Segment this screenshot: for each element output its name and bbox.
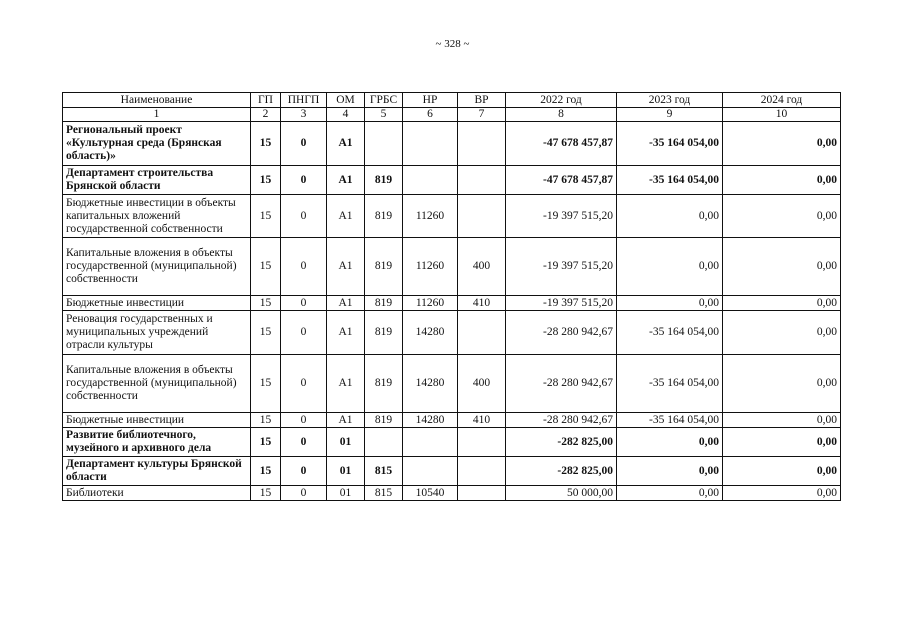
cell-vr [458,457,506,486]
cell-2024: 0,00 [723,355,841,413]
cell-nr: 14280 [403,355,458,413]
cell-vr [458,122,506,166]
cell-grbs: 819 [365,296,403,311]
cell-pngp: 0 [281,457,327,486]
cell-om: А1 [327,413,365,428]
cell-2022: -282 825,00 [506,457,617,486]
column-number: 9 [617,108,723,122]
cell-pngp: 0 [281,486,327,501]
cell-nr [403,166,458,195]
page-number: ~ 328 ~ [435,38,470,50]
cell-om: А1 [327,355,365,413]
cell-vr [458,195,506,238]
cell-2024: 0,00 [723,122,841,166]
cell-2023: -35 164 054,00 [617,311,723,355]
cell-nr: 11260 [403,296,458,311]
cell-2024: 0,00 [723,238,841,296]
row-name: Региональный проект «Культурная среда (Брянская область)» [63,122,251,166]
budget-table [62,92,841,501]
row-name: Развитие библиотечного, музейного и архивного дела [63,428,251,457]
cell-om: А1 [327,238,365,296]
cell-pngp: 0 [281,166,327,195]
header-cell: 2024 год [723,93,841,108]
column-number: 3 [281,108,327,122]
cell-2023: -35 164 054,00 [617,413,723,428]
column-number: 4 [327,108,365,122]
cell-grbs: 819 [365,238,403,296]
cell-pngp: 0 [281,355,327,413]
cell-grbs: 819 [365,166,403,195]
cell-om: А1 [327,195,365,238]
cell-2022: 50 000,00 [506,486,617,501]
header-cell: Наименование [63,93,251,108]
cell-grbs [365,428,403,457]
table-row [63,457,841,486]
table-row [63,238,841,296]
cell-gp: 15 [251,122,281,166]
cell-vr: 400 [458,238,506,296]
row-name: Бюджетные инвестиции [63,413,251,428]
row-name: Библиотеки [63,486,251,501]
row-name: Капитальные вложения в объекты государственной (муниципальной) собственности [63,238,251,296]
cell-nr [403,457,458,486]
cell-2022: -28 280 942,67 [506,413,617,428]
cell-nr: 14280 [403,311,458,355]
table-row [63,195,841,238]
cell-om: 01 [327,486,365,501]
cell-om: А1 [327,311,365,355]
cell-nr [403,428,458,457]
cell-2023: -35 164 054,00 [617,122,723,166]
table-row [63,413,841,428]
cell-om: А1 [327,166,365,195]
header-row [63,93,841,108]
cell-gp: 15 [251,457,281,486]
cell-om: 01 [327,457,365,486]
column-number-row [63,108,841,122]
header-cell: ГП [251,93,281,108]
cell-2022: -19 397 515,20 [506,238,617,296]
cell-nr: 11260 [403,195,458,238]
cell-grbs: 819 [365,311,403,355]
cell-2023: 0,00 [617,457,723,486]
cell-2022: -19 397 515,20 [506,296,617,311]
cell-2022: -28 280 942,67 [506,311,617,355]
cell-2022: -47 678 457,87 [506,122,617,166]
cell-gp: 15 [251,238,281,296]
cell-om: А1 [327,122,365,166]
cell-2022: -47 678 457,87 [506,166,617,195]
cell-2024: 0,00 [723,296,841,311]
cell-grbs: 815 [365,486,403,501]
cell-vr: 400 [458,355,506,413]
cell-gp: 15 [251,311,281,355]
header-cell: НР [403,93,458,108]
cell-nr: 11260 [403,238,458,296]
cell-gp: 15 [251,486,281,501]
table-row [63,486,841,501]
cell-2024: 0,00 [723,413,841,428]
table-row [63,122,841,166]
cell-grbs [365,122,403,166]
cell-2024: 0,00 [723,195,841,238]
cell-2023: 0,00 [617,486,723,501]
cell-pngp: 0 [281,311,327,355]
table-row [63,355,841,413]
cell-gp: 15 [251,413,281,428]
cell-2024: 0,00 [723,166,841,195]
table-row [63,296,841,311]
cell-2023: -35 164 054,00 [617,355,723,413]
table-row [63,166,841,195]
cell-2024: 0,00 [723,428,841,457]
cell-pngp: 0 [281,238,327,296]
cell-pngp: 0 [281,428,327,457]
table-row [63,311,841,355]
cell-2023: 0,00 [617,238,723,296]
cell-gp: 15 [251,166,281,195]
header-cell: ПНГП [281,93,327,108]
cell-pngp: 0 [281,296,327,311]
column-number: 5 [365,108,403,122]
cell-2023: 0,00 [617,428,723,457]
cell-pngp: 0 [281,122,327,166]
row-name: Бюджетные инвестиции в объекты капитальных вложений государственной собственности [63,195,251,238]
cell-gp: 15 [251,296,281,311]
row-name: Капитальные вложения в объекты государственной (муниципальной) собственности [63,355,251,413]
cell-2024: 0,00 [723,457,841,486]
cell-grbs: 815 [365,457,403,486]
cell-om: А1 [327,296,365,311]
cell-gp: 15 [251,195,281,238]
row-name: Департамент культуры Брянской области [63,457,251,486]
cell-2023: 0,00 [617,296,723,311]
cell-vr [458,166,506,195]
cell-vr [458,486,506,501]
cell-grbs: 819 [365,355,403,413]
cell-2023: 0,00 [617,195,723,238]
cell-pngp: 0 [281,195,327,238]
column-number: 6 [403,108,458,122]
column-number: 7 [458,108,506,122]
header-cell: ОМ [327,93,365,108]
cell-vr [458,428,506,457]
cell-grbs: 819 [365,195,403,238]
cell-2024: 0,00 [723,486,841,501]
column-number: 10 [723,108,841,122]
cell-grbs: 819 [365,413,403,428]
cell-om: 01 [327,428,365,457]
cell-2022: -28 280 942,67 [506,355,617,413]
cell-vr: 410 [458,296,506,311]
cell-pngp: 0 [281,413,327,428]
row-name: Бюджетные инвестиции [63,296,251,311]
row-name: Департамент строительства Брянской области [63,166,251,195]
header-cell: 2023 год [617,93,723,108]
cell-nr: 14280 [403,413,458,428]
header-cell: ГРБС [365,93,403,108]
cell-2024: 0,00 [723,311,841,355]
header-cell: 2022 год [506,93,617,108]
cell-2023: -35 164 054,00 [617,166,723,195]
cell-gp: 15 [251,355,281,413]
column-number: 8 [506,108,617,122]
cell-vr [458,311,506,355]
column-number: 2 [251,108,281,122]
cell-nr: 10540 [403,486,458,501]
header-cell: ВР [458,93,506,108]
cell-vr: 410 [458,413,506,428]
table-row [63,428,841,457]
row-name: Реновация государственных и муниципальных учреждений отрасли культуры [63,311,251,355]
column-number: 1 [63,108,251,122]
cell-2022: -282 825,00 [506,428,617,457]
cell-gp: 15 [251,428,281,457]
cell-2022: -19 397 515,20 [506,195,617,238]
cell-nr [403,122,458,166]
